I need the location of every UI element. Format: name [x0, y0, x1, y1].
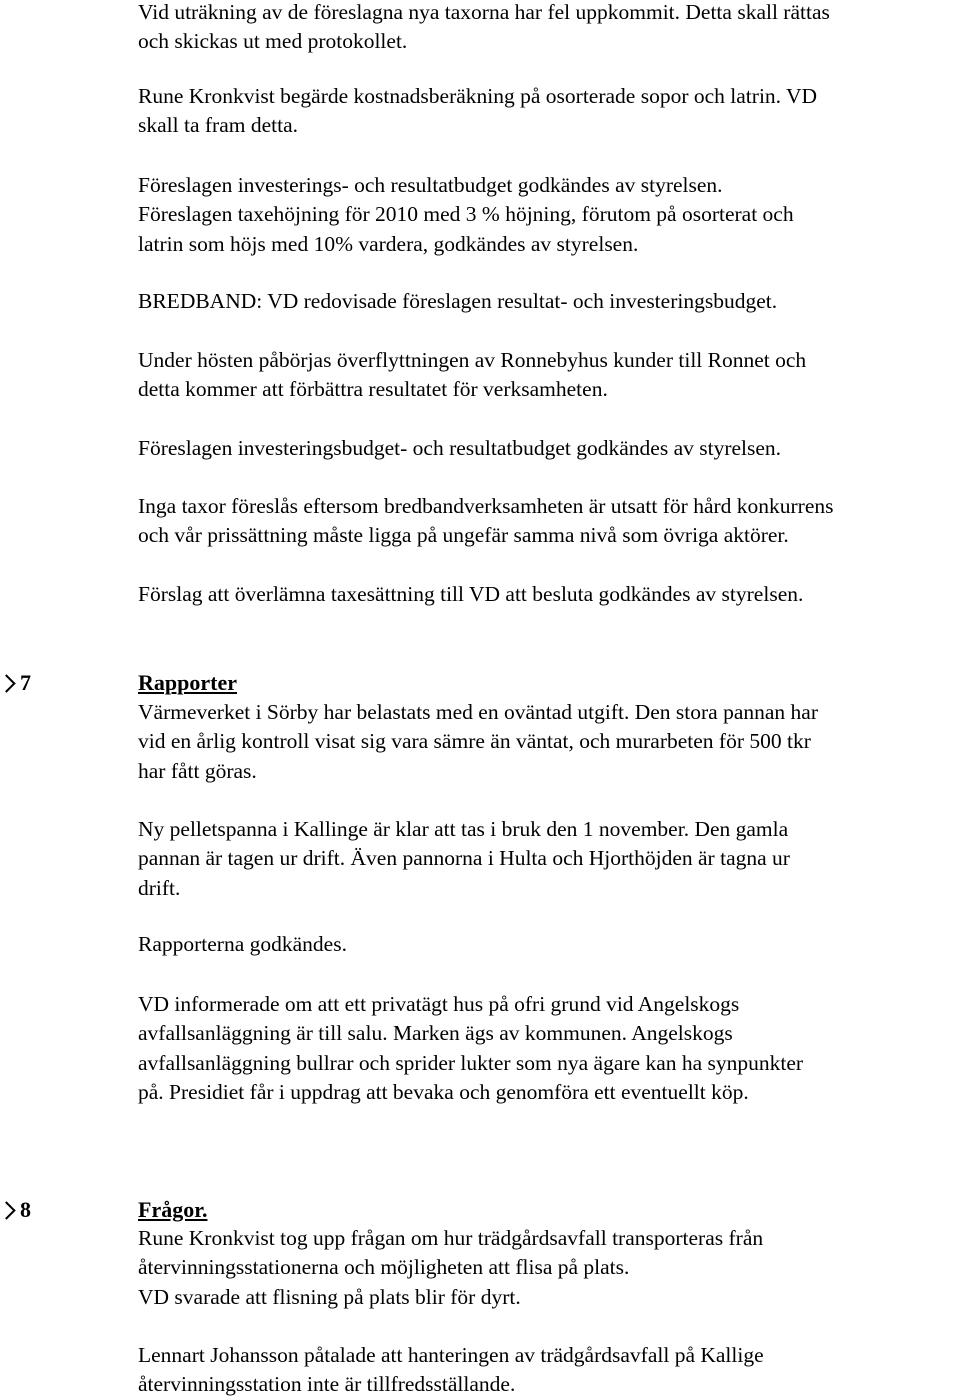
paragraph — [138, 82, 960, 141]
text-line: på. Presidiet får i uppdrag att bevaka och genomföra ett eventuellt köp. — [138, 1079, 749, 1104]
text-line: och skickas ut med protokollet. — [138, 29, 408, 54]
text-line: har fått göras. — [138, 758, 257, 783]
text-line: latrin som höjs med 10% vardera, godkändes av styrelsen. — [138, 231, 639, 256]
text-line: Ny pelletspanna i Kallinge är klar att tas i bruk den 1 november. Den gamla — [138, 817, 789, 841]
paragraph — [138, 346, 960, 405]
text-line: vid en årlig kontroll visat sig vara sämre än väntat, och murarbeten för 500 tkr — [138, 729, 811, 754]
section-number: 8 — [20, 1197, 31, 1222]
text-line: Rapporterna godkändes. — [138, 932, 347, 956]
paragraph — [138, 930, 960, 959]
text-line: skall ta fram detta. — [138, 113, 298, 138]
paragraph — [138, 698, 960, 786]
text-line: Lennart Johansson påtalade att hanteringen av trädgårdsavfall på Kallige — [138, 1343, 764, 1367]
section-title: Rapporter — [138, 670, 237, 695]
paragraph — [138, 171, 960, 259]
text-line: och vår prissättning måste ligga på ungefär samma nivå som övriga aktörer. — [138, 523, 789, 548]
text-line: detta kommer att förbättra resultatet för verksamheten. — [138, 377, 608, 402]
text-line: Förslag att överlämna taxesättning till VD att besluta godkändes av styrelsen. — [138, 582, 804, 606]
text-line: drift. — [138, 875, 181, 900]
paragraph — [138, 815, 960, 903]
text-line: Rune Kronkvist tog upp frågan om hur trädgårdsavfall transporteras från — [138, 1226, 764, 1250]
paragraph — [138, 1224, 960, 1312]
paragraph — [138, 580, 960, 609]
section-title: Frågor. — [138, 1197, 208, 1222]
text-line: Föreslagen investerings- och resultatbudget godkändes av styrelsen. — [138, 173, 723, 197]
text-line: avfallsanläggning är till salu. Marken ägs av kommunen. Angelskogs — [138, 1021, 733, 1046]
paragraph — [138, 434, 960, 463]
text-line: VD svarade att flisning på plats blir för dyrt. — [138, 1284, 521, 1309]
paragraph — [138, 492, 960, 551]
text-line: Rune Kronkvist begärde kostnadsberäkning på osorterade sopor och latrin. VD — [138, 84, 818, 108]
text-line: pannan är tagen ur drift. Även pannorna i Hulta och Hjorthöjden är tagna ur — [138, 846, 790, 871]
text-line: Under hösten påbörjas överflyttningen av Ronnebyhus kunder till Ronnet och — [138, 348, 807, 372]
text-line: VD informerade om att ett privatägt hus på ofri grund vid Angelskogs — [138, 992, 740, 1016]
paragraph — [138, 1341, 960, 1400]
text-line: BREDBAND: VD redovisade föreslagen resultat- och investeringsbudget. — [138, 289, 778, 313]
text-line: återvinningsstationerna och möjligheten att flisa på plats. — [138, 1255, 630, 1280]
arrow-bullet-icon — [0, 674, 16, 692]
text-line: Föreslagen investeringsbudget- och resultatbudget godkändes av styrelsen. — [138, 436, 782, 460]
section-number: 7 — [20, 670, 31, 695]
text-line: återvinningsstation inte är tillfredsställande. — [138, 1372, 516, 1397]
paragraph — [138, 287, 960, 316]
paragraph — [138, 990, 960, 1107]
text-line: Värmeverket i Sörby har belastats med en oväntad utgift. Den stora pannan har — [138, 700, 819, 724]
text-line: Föreslagen taxehöjning för 2010 med 3 % höjning, förutom på osorterat och — [138, 202, 794, 227]
text-line: avfallsanläggning bullrar och sprider lukter som nya ägare kan ha synpunkter — [138, 1050, 804, 1075]
text-line: Inga taxor föreslås eftersom bredbandverksamheten är utsatt för hård konkurrens — [138, 494, 834, 518]
text-line: Vid uträkning av de föreslagna nya taxorna har fel uppkommit. Detta skall rättas — [138, 0, 830, 24]
arrow-bullet-icon — [0, 1201, 16, 1219]
paragraph — [138, 0, 960, 57]
